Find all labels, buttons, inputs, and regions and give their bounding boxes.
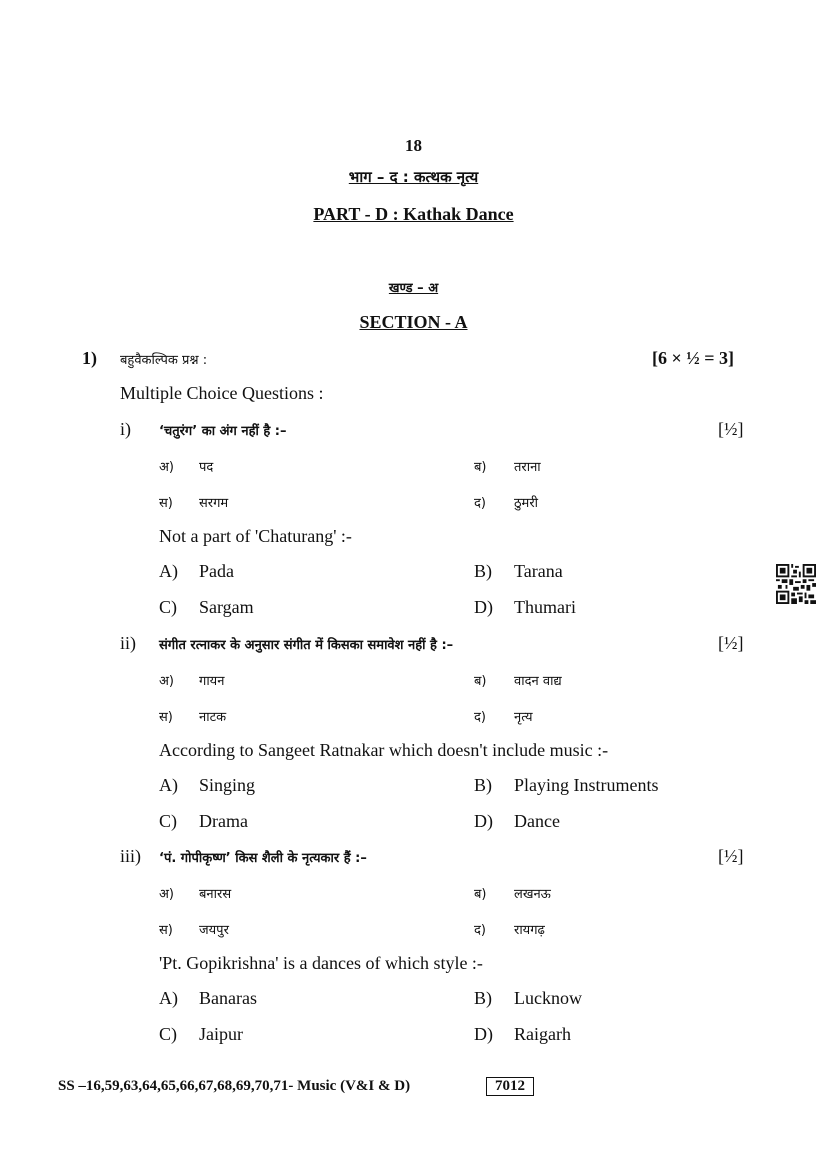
option-label-english: D) <box>474 811 493 831</box>
part-title-english: PART - D : Kathak Dance <box>313 204 514 224</box>
option-text-english: Raigarh <box>514 1024 571 1044</box>
sub-question-text-hindi: ‘चतुरंग’ का अंग नहीं है :– <box>159 424 287 439</box>
option-label-english: D) <box>474 1024 493 1044</box>
sub-question-marks: [½] <box>718 419 744 439</box>
part-title-hindi: भाग – द : कत्थक नृत्य <box>348 168 479 186</box>
option-text-english: Lucknow <box>514 988 582 1008</box>
option-text-hindi: नृत्य <box>514 710 533 725</box>
option-text-english: Banaras <box>199 988 257 1008</box>
option-label-hindi: अ) <box>159 887 175 902</box>
option-text-hindi: तराना <box>514 460 541 475</box>
sub-question-marks: [½] <box>718 846 744 866</box>
qr-code-icon <box>776 564 816 604</box>
option-text-hindi: गायन <box>199 674 225 689</box>
option-text-hindi: पद <box>199 460 214 475</box>
option-label-english: B) <box>474 775 492 795</box>
option-label-english: C) <box>159 811 177 831</box>
option-text-english: Playing Instruments <box>514 775 659 795</box>
option-text-english: Drama <box>199 811 248 831</box>
question-label-hindi: बहुवैकल्पिक प्रश्न : <box>120 353 208 368</box>
sub-question-text-hindi: ‘पं. गोपीकृष्ण’ किस शैली के नृत्यकार हैं :– <box>159 851 367 866</box>
sub-question-number: ii) <box>120 633 136 653</box>
option-label-hindi: द) <box>474 496 486 511</box>
option-label-english: C) <box>159 597 177 617</box>
option-label-hindi: ब) <box>474 887 487 902</box>
option-text-english: Jaipur <box>199 1024 243 1044</box>
sub-question-text-english: According to Sangeet Ratnakar which doesn't include music :- <box>159 740 609 760</box>
option-label-hindi: स) <box>159 496 173 511</box>
question-marks: [6 × ½ = 3] <box>652 348 735 368</box>
option-text-hindi: नाटक <box>199 710 227 725</box>
footer-subject-code: SS –16,59,63,64,65,66,67,68,69,70,71- Music (V&I & D) <box>58 1078 411 1094</box>
option-label-english: B) <box>474 561 492 581</box>
option-label-hindi: ब) <box>474 674 487 689</box>
option-text-english: Pada <box>199 561 234 581</box>
option-text-hindi: सरगम <box>199 496 229 511</box>
option-label-english: A) <box>159 988 178 1008</box>
option-label-hindi: अ) <box>159 674 175 689</box>
option-text-hindi: बनारस <box>199 887 232 902</box>
option-text-english: Sargam <box>199 597 254 617</box>
option-label-english: C) <box>159 1024 177 1044</box>
option-text-hindi: लखनऊ <box>514 887 551 902</box>
sub-question-number: i) <box>120 419 131 439</box>
option-label-hindi: द) <box>474 923 486 938</box>
section-hindi: खण्ड – अ <box>388 281 439 296</box>
option-label-english: B) <box>474 988 492 1008</box>
sub-question-text-english: Not a part of 'Chaturang' :- <box>159 526 352 546</box>
option-text-english: Singing <box>199 775 256 795</box>
footer-code-box: 7012 <box>486 1077 534 1096</box>
question-number: 1) <box>82 348 97 368</box>
option-text-english: Dance <box>514 811 560 831</box>
option-label-english: A) <box>159 561 178 581</box>
option-text-hindi: वादन वाद्य <box>514 674 562 689</box>
option-text-hindi: ठुमरी <box>514 496 539 511</box>
sub-question-text-english: 'Pt. Gopikrishna' is a dances of which style :- <box>159 953 483 973</box>
option-label-hindi: स) <box>159 923 173 938</box>
option-label-hindi: अ) <box>159 460 175 475</box>
option-label-hindi: द) <box>474 710 486 725</box>
section-english: SECTION - A <box>359 312 468 332</box>
option-text-hindi: जयपुर <box>199 923 229 938</box>
option-label-hindi: स) <box>159 710 173 725</box>
option-label-english: D) <box>474 597 493 617</box>
sub-question-text-hindi: संगीत रत्नाकर के अनुसार संगीत में किसका समावेश नहीं है :– <box>159 638 454 653</box>
option-text-english: Thumari <box>514 597 576 617</box>
sub-question-number: iii) <box>120 846 141 866</box>
option-text-hindi: रायगढ़ <box>514 923 545 938</box>
option-text-english: Tarana <box>514 561 563 581</box>
page-number: 18 <box>405 136 422 155</box>
sub-question-marks: [½] <box>718 633 744 653</box>
question-label-english: Multiple Choice Questions : <box>120 383 324 403</box>
option-label-english: A) <box>159 775 178 795</box>
option-label-hindi: ब) <box>474 460 487 475</box>
